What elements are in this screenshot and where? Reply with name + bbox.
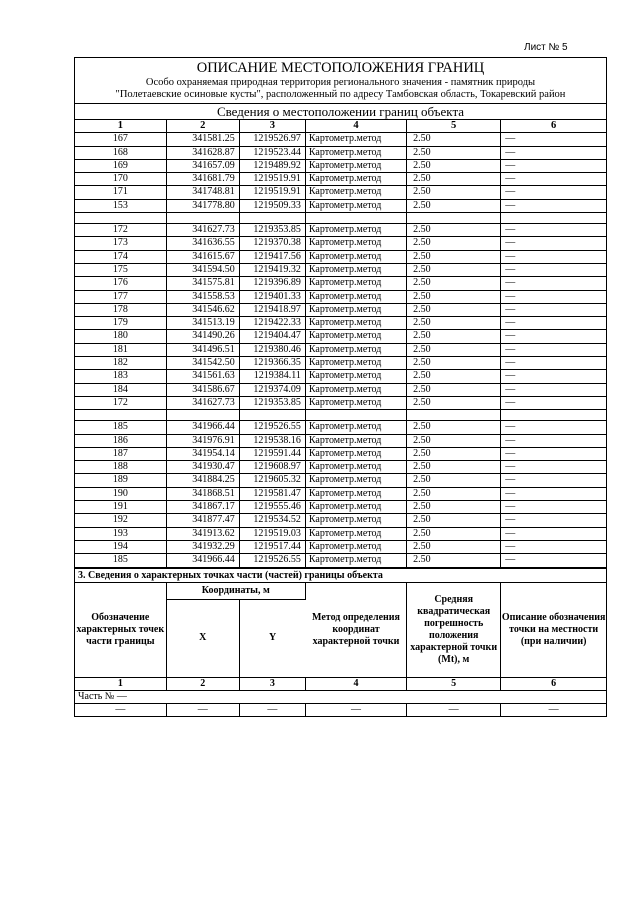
coord-y: 1219605.32 bbox=[239, 474, 305, 487]
group-separator-row bbox=[75, 410, 606, 421]
point-number: 189 bbox=[75, 474, 166, 487]
description: — bbox=[501, 173, 606, 186]
description: — bbox=[501, 501, 606, 514]
header-designation: Обозначение характерных точек части границы bbox=[75, 583, 166, 678]
description: — bbox=[501, 396, 606, 409]
description: — bbox=[501, 461, 606, 474]
description: — bbox=[501, 540, 606, 553]
column-number: 6 bbox=[501, 677, 606, 690]
table-row bbox=[75, 199, 606, 212]
point-number: 169 bbox=[75, 159, 166, 172]
coord-x: 341976.91 bbox=[166, 434, 239, 447]
point-number: 181 bbox=[75, 343, 166, 356]
method: Картометр.метод bbox=[305, 159, 406, 172]
point-number: 168 bbox=[75, 146, 166, 159]
coord-x: 341513.19 bbox=[166, 317, 239, 330]
method: Картометр.метод bbox=[305, 133, 406, 146]
group-separator-row bbox=[75, 213, 606, 224]
coord-x: 341627.73 bbox=[166, 224, 239, 237]
section-3-title: 3. Сведения о характерных точках части (частей) границы объекта bbox=[75, 568, 606, 583]
header-y: Y bbox=[239, 599, 305, 677]
coord-y: 1219608.97 bbox=[239, 461, 305, 474]
point-number: 188 bbox=[75, 461, 166, 474]
coord-y: 1219526.97 bbox=[239, 133, 305, 146]
description: — bbox=[501, 250, 606, 263]
error: 2.50 bbox=[407, 487, 501, 500]
point-number: 173 bbox=[75, 237, 166, 250]
error: 2.50 bbox=[407, 461, 501, 474]
separator-cell bbox=[407, 213, 501, 224]
error: 2.50 bbox=[407, 447, 501, 460]
header-method: Метод определения координат характерной точки bbox=[305, 583, 406, 678]
empty-cell: — bbox=[75, 703, 166, 716]
table-row bbox=[75, 237, 606, 250]
coord-y: 1219384.11 bbox=[239, 370, 305, 383]
description: — bbox=[501, 357, 606, 370]
coord-x: 341546.62 bbox=[166, 303, 239, 316]
error: 2.50 bbox=[407, 199, 501, 212]
description: — bbox=[501, 554, 606, 567]
method: Картометр.метод bbox=[305, 250, 406, 263]
error: 2.50 bbox=[407, 263, 501, 276]
coord-y: 1219519.91 bbox=[239, 173, 305, 186]
coord-y: 1219417.56 bbox=[239, 250, 305, 263]
table-row bbox=[75, 434, 606, 447]
description: — bbox=[501, 434, 606, 447]
point-number: 167 bbox=[75, 133, 166, 146]
method: Картометр.метод bbox=[305, 527, 406, 540]
table-row bbox=[75, 146, 606, 159]
coord-x: 341932.29 bbox=[166, 540, 239, 553]
point-number: 194 bbox=[75, 540, 166, 553]
coord-x: 341778.80 bbox=[166, 199, 239, 212]
coord-x: 341867.17 bbox=[166, 501, 239, 514]
point-number: 192 bbox=[75, 514, 166, 527]
error: 2.50 bbox=[407, 173, 501, 186]
separator-cell bbox=[239, 410, 305, 421]
table-row bbox=[75, 396, 606, 409]
coord-y: 1219523.44 bbox=[239, 146, 305, 159]
point-number: 153 bbox=[75, 199, 166, 212]
table-row bbox=[75, 303, 606, 316]
method: Картометр.метод bbox=[305, 263, 406, 276]
empty-cell: — bbox=[407, 703, 501, 716]
coord-x: 341657.09 bbox=[166, 159, 239, 172]
error: 2.50 bbox=[407, 303, 501, 316]
description: — bbox=[501, 330, 606, 343]
column-number: 6 bbox=[501, 120, 606, 133]
error: 2.50 bbox=[407, 290, 501, 303]
table-row bbox=[75, 540, 606, 553]
coord-x: 341966.44 bbox=[166, 421, 239, 434]
error: 2.50 bbox=[407, 277, 501, 290]
coord-y: 1219366.35 bbox=[239, 357, 305, 370]
coord-y: 1219509.33 bbox=[239, 199, 305, 212]
coord-y: 1219418.97 bbox=[239, 303, 305, 316]
separator-cell bbox=[305, 213, 406, 224]
column-number: 4 bbox=[305, 120, 406, 133]
empty-cell: — bbox=[166, 703, 239, 716]
description: — bbox=[501, 487, 606, 500]
method: Картометр.метод bbox=[305, 421, 406, 434]
column-number: 2 bbox=[166, 120, 239, 133]
table-row bbox=[75, 501, 606, 514]
error: 2.50 bbox=[407, 237, 501, 250]
coord-y: 1219519.91 bbox=[239, 186, 305, 199]
coord-x: 341558.53 bbox=[166, 290, 239, 303]
empty-cell: — bbox=[305, 703, 406, 716]
point-number: 178 bbox=[75, 303, 166, 316]
table-row bbox=[75, 461, 606, 474]
point-number: 180 bbox=[75, 330, 166, 343]
method: Картометр.метод bbox=[305, 396, 406, 409]
coord-x: 341496.51 bbox=[166, 343, 239, 356]
point-number: 170 bbox=[75, 173, 166, 186]
part-label: Часть № — bbox=[75, 691, 606, 704]
table-row bbox=[75, 290, 606, 303]
description: — bbox=[501, 370, 606, 383]
method: Картометр.метод bbox=[305, 447, 406, 460]
method: Картометр.метод bbox=[305, 434, 406, 447]
point-number: 193 bbox=[75, 527, 166, 540]
method: Картометр.метод bbox=[305, 199, 406, 212]
separator-cell bbox=[166, 213, 239, 224]
column-number: 5 bbox=[407, 677, 501, 690]
coord-y: 1219538.16 bbox=[239, 434, 305, 447]
method: Картометр.метод bbox=[305, 357, 406, 370]
error: 2.50 bbox=[407, 250, 501, 263]
method: Картометр.метод bbox=[305, 330, 406, 343]
error: 2.50 bbox=[407, 357, 501, 370]
separator-cell bbox=[75, 213, 166, 224]
empty-part-row bbox=[75, 703, 606, 716]
coord-x: 341636.55 bbox=[166, 237, 239, 250]
method: Картометр.метод bbox=[305, 383, 406, 396]
separator-cell bbox=[166, 410, 239, 421]
table-row bbox=[75, 330, 606, 343]
point-number: 182 bbox=[75, 357, 166, 370]
description: — bbox=[501, 514, 606, 527]
coord-y: 1219519.03 bbox=[239, 527, 305, 540]
coord-y: 1219534.52 bbox=[239, 514, 305, 527]
coord-x: 341615.67 bbox=[166, 250, 239, 263]
coord-y: 1219526.55 bbox=[239, 554, 305, 567]
error: 2.50 bbox=[407, 421, 501, 434]
description: — bbox=[501, 186, 606, 199]
table-row bbox=[75, 343, 606, 356]
point-number: 176 bbox=[75, 277, 166, 290]
point-number: 184 bbox=[75, 383, 166, 396]
coord-y: 1219380.46 bbox=[239, 343, 305, 356]
error: 2.50 bbox=[407, 540, 501, 553]
column-number: 3 bbox=[239, 677, 305, 690]
coord-y: 1219353.85 bbox=[239, 224, 305, 237]
table-row bbox=[75, 527, 606, 540]
coord-x: 341748.81 bbox=[166, 186, 239, 199]
point-number: 190 bbox=[75, 487, 166, 500]
method: Картометр.метод bbox=[305, 501, 406, 514]
error: 2.50 bbox=[407, 224, 501, 237]
table-row bbox=[75, 133, 606, 146]
point-number: 179 bbox=[75, 317, 166, 330]
column-number-row bbox=[75, 120, 606, 133]
column-number: 1 bbox=[75, 120, 166, 133]
separator-cell bbox=[501, 213, 606, 224]
error: 2.50 bbox=[407, 474, 501, 487]
description: — bbox=[501, 277, 606, 290]
method: Картометр.метод bbox=[305, 146, 406, 159]
method: Картометр.метод bbox=[305, 540, 406, 553]
point-number: 174 bbox=[75, 250, 166, 263]
method: Картометр.метод bbox=[305, 277, 406, 290]
error: 2.50 bbox=[407, 146, 501, 159]
coord-x: 341490.26 bbox=[166, 330, 239, 343]
column-number: 3 bbox=[239, 120, 305, 133]
empty-cell: — bbox=[239, 703, 305, 716]
description: — bbox=[501, 133, 606, 146]
description: — bbox=[501, 199, 606, 212]
header-description: Описание обозначения точки на местности (при наличии) bbox=[501, 583, 606, 678]
column-number: 5 bbox=[407, 120, 501, 133]
table-row bbox=[75, 173, 606, 186]
point-number: 185 bbox=[75, 554, 166, 567]
error: 2.50 bbox=[407, 370, 501, 383]
description: — bbox=[501, 383, 606, 396]
description: — bbox=[501, 527, 606, 540]
error: 2.50 bbox=[407, 514, 501, 527]
coord-x: 341913.62 bbox=[166, 527, 239, 540]
sheet-number: Лист № 5 bbox=[524, 42, 568, 53]
section-2-title: Сведения о местоположении границ объекта bbox=[75, 103, 606, 120]
error: 2.50 bbox=[407, 383, 501, 396]
method: Картометр.метод bbox=[305, 290, 406, 303]
description: — bbox=[501, 224, 606, 237]
table-row bbox=[75, 186, 606, 199]
section-3-header-table bbox=[75, 583, 606, 691]
table-row bbox=[75, 370, 606, 383]
description: — bbox=[501, 474, 606, 487]
table-row bbox=[75, 317, 606, 330]
error: 2.50 bbox=[407, 343, 501, 356]
error: 2.50 bbox=[407, 554, 501, 567]
coord-y: 1219517.44 bbox=[239, 540, 305, 553]
error: 2.50 bbox=[407, 527, 501, 540]
method: Картометр.метод bbox=[305, 186, 406, 199]
table-row bbox=[75, 487, 606, 500]
error: 2.50 bbox=[407, 330, 501, 343]
method: Картометр.метод bbox=[305, 173, 406, 186]
coord-y: 1219581.47 bbox=[239, 487, 305, 500]
table-row bbox=[75, 447, 606, 460]
coord-y: 1219591.44 bbox=[239, 447, 305, 460]
separator-cell bbox=[239, 213, 305, 224]
point-number: 172 bbox=[75, 396, 166, 409]
header-error: Средняя квадратическая погрешность положения характерной точки (Mt), м bbox=[407, 583, 501, 678]
table-row bbox=[75, 357, 606, 370]
method: Картометр.метод bbox=[305, 303, 406, 316]
coord-y: 1219374.09 bbox=[239, 383, 305, 396]
error: 2.50 bbox=[407, 159, 501, 172]
error: 2.50 bbox=[407, 396, 501, 409]
table-row bbox=[75, 224, 606, 237]
error: 2.50 bbox=[407, 133, 501, 146]
description: — bbox=[501, 447, 606, 460]
point-number: 171 bbox=[75, 186, 166, 199]
description: — bbox=[501, 263, 606, 276]
separator-cell bbox=[501, 410, 606, 421]
table-row bbox=[75, 514, 606, 527]
coord-y: 1219404.47 bbox=[239, 330, 305, 343]
point-number: 172 bbox=[75, 224, 166, 237]
method: Картометр.метод bbox=[305, 474, 406, 487]
header-x: X bbox=[166, 599, 239, 677]
table-row bbox=[75, 421, 606, 434]
coord-x: 341884.25 bbox=[166, 474, 239, 487]
method: Картометр.метод bbox=[305, 317, 406, 330]
point-number: 183 bbox=[75, 370, 166, 383]
coord-y: 1219353.85 bbox=[239, 396, 305, 409]
table-row bbox=[75, 474, 606, 487]
coord-x: 341561.63 bbox=[166, 370, 239, 383]
coord-x: 341586.67 bbox=[166, 383, 239, 396]
subtitle-line-2: "Полетаевские осиновые кусты", расположенный по адресу Тамбовская область, Токаревский район bbox=[115, 89, 566, 100]
description: — bbox=[501, 303, 606, 316]
coord-x: 341594.50 bbox=[166, 263, 239, 276]
coord-x: 341868.51 bbox=[166, 487, 239, 500]
coord-x: 341954.14 bbox=[166, 447, 239, 460]
description: — bbox=[501, 290, 606, 303]
coord-y: 1219526.55 bbox=[239, 421, 305, 434]
coord-y: 1219370.38 bbox=[239, 237, 305, 250]
coordinates-table bbox=[75, 120, 606, 568]
error: 2.50 bbox=[407, 501, 501, 514]
table-row bbox=[75, 383, 606, 396]
table-row bbox=[75, 159, 606, 172]
error: 2.50 bbox=[407, 186, 501, 199]
coord-x: 341877.47 bbox=[166, 514, 239, 527]
method: Картометр.метод bbox=[305, 343, 406, 356]
point-number: 187 bbox=[75, 447, 166, 460]
coord-x: 341581.25 bbox=[166, 133, 239, 146]
coord-x: 341681.79 bbox=[166, 173, 239, 186]
table-row bbox=[75, 250, 606, 263]
point-number: 175 bbox=[75, 263, 166, 276]
empty-cell: — bbox=[548, 703, 559, 715]
method: Картометр.метод bbox=[305, 237, 406, 250]
column-number: 1 bbox=[75, 677, 166, 690]
method: Картометр.метод bbox=[305, 514, 406, 527]
coord-x: 341627.73 bbox=[166, 396, 239, 409]
point-number: 177 bbox=[75, 290, 166, 303]
coord-y: 1219396.89 bbox=[239, 277, 305, 290]
point-number: 185 bbox=[75, 421, 166, 434]
table-row bbox=[75, 277, 606, 290]
error: 2.50 bbox=[407, 434, 501, 447]
description: — bbox=[501, 159, 606, 172]
error: 2.50 bbox=[407, 317, 501, 330]
method: Картометр.метод bbox=[305, 487, 406, 500]
coord-x: 341575.81 bbox=[166, 277, 239, 290]
table-row bbox=[75, 554, 606, 567]
coord-y: 1219555.46 bbox=[239, 501, 305, 514]
method: Картометр.метод bbox=[305, 461, 406, 474]
coord-y: 1219422.33 bbox=[239, 317, 305, 330]
description: — bbox=[501, 237, 606, 250]
coord-y: 1219489.92 bbox=[239, 159, 305, 172]
coord-x: 341966.44 bbox=[166, 554, 239, 567]
section-3-data-table bbox=[75, 691, 606, 716]
description: — bbox=[501, 317, 606, 330]
separator-cell bbox=[75, 410, 166, 421]
point-number: 186 bbox=[75, 434, 166, 447]
description: — bbox=[501, 343, 606, 356]
separator-cell bbox=[305, 410, 406, 421]
subtitle-line-1: Особо охраняемая природная территория регионального значения - памятник природы bbox=[145, 77, 536, 88]
table-row bbox=[75, 263, 606, 276]
method: Картометр.метод bbox=[305, 370, 406, 383]
description: — bbox=[501, 421, 606, 434]
method: Картометр.метод bbox=[305, 224, 406, 237]
coord-y: 1219401.33 bbox=[239, 290, 305, 303]
header-coordinates: Координаты, м bbox=[166, 583, 305, 600]
method: Картометр.метод bbox=[305, 554, 406, 567]
coord-x: 341628.87 bbox=[166, 146, 239, 159]
column-number: 2 bbox=[166, 677, 239, 690]
coord-y: 1219419.32 bbox=[239, 263, 305, 276]
coord-x: 341930.47 bbox=[166, 461, 239, 474]
column-number: 4 bbox=[305, 677, 406, 690]
description: — bbox=[501, 146, 606, 159]
point-number: 191 bbox=[75, 501, 166, 514]
boundary-description-frame bbox=[74, 57, 607, 717]
coord-x: 341542.50 bbox=[166, 357, 239, 370]
separator-cell bbox=[407, 410, 501, 421]
document-title: ОПИСАНИЕ МЕСТОПОЛОЖЕНИЯ ГРАНИЦ bbox=[196, 60, 485, 76]
